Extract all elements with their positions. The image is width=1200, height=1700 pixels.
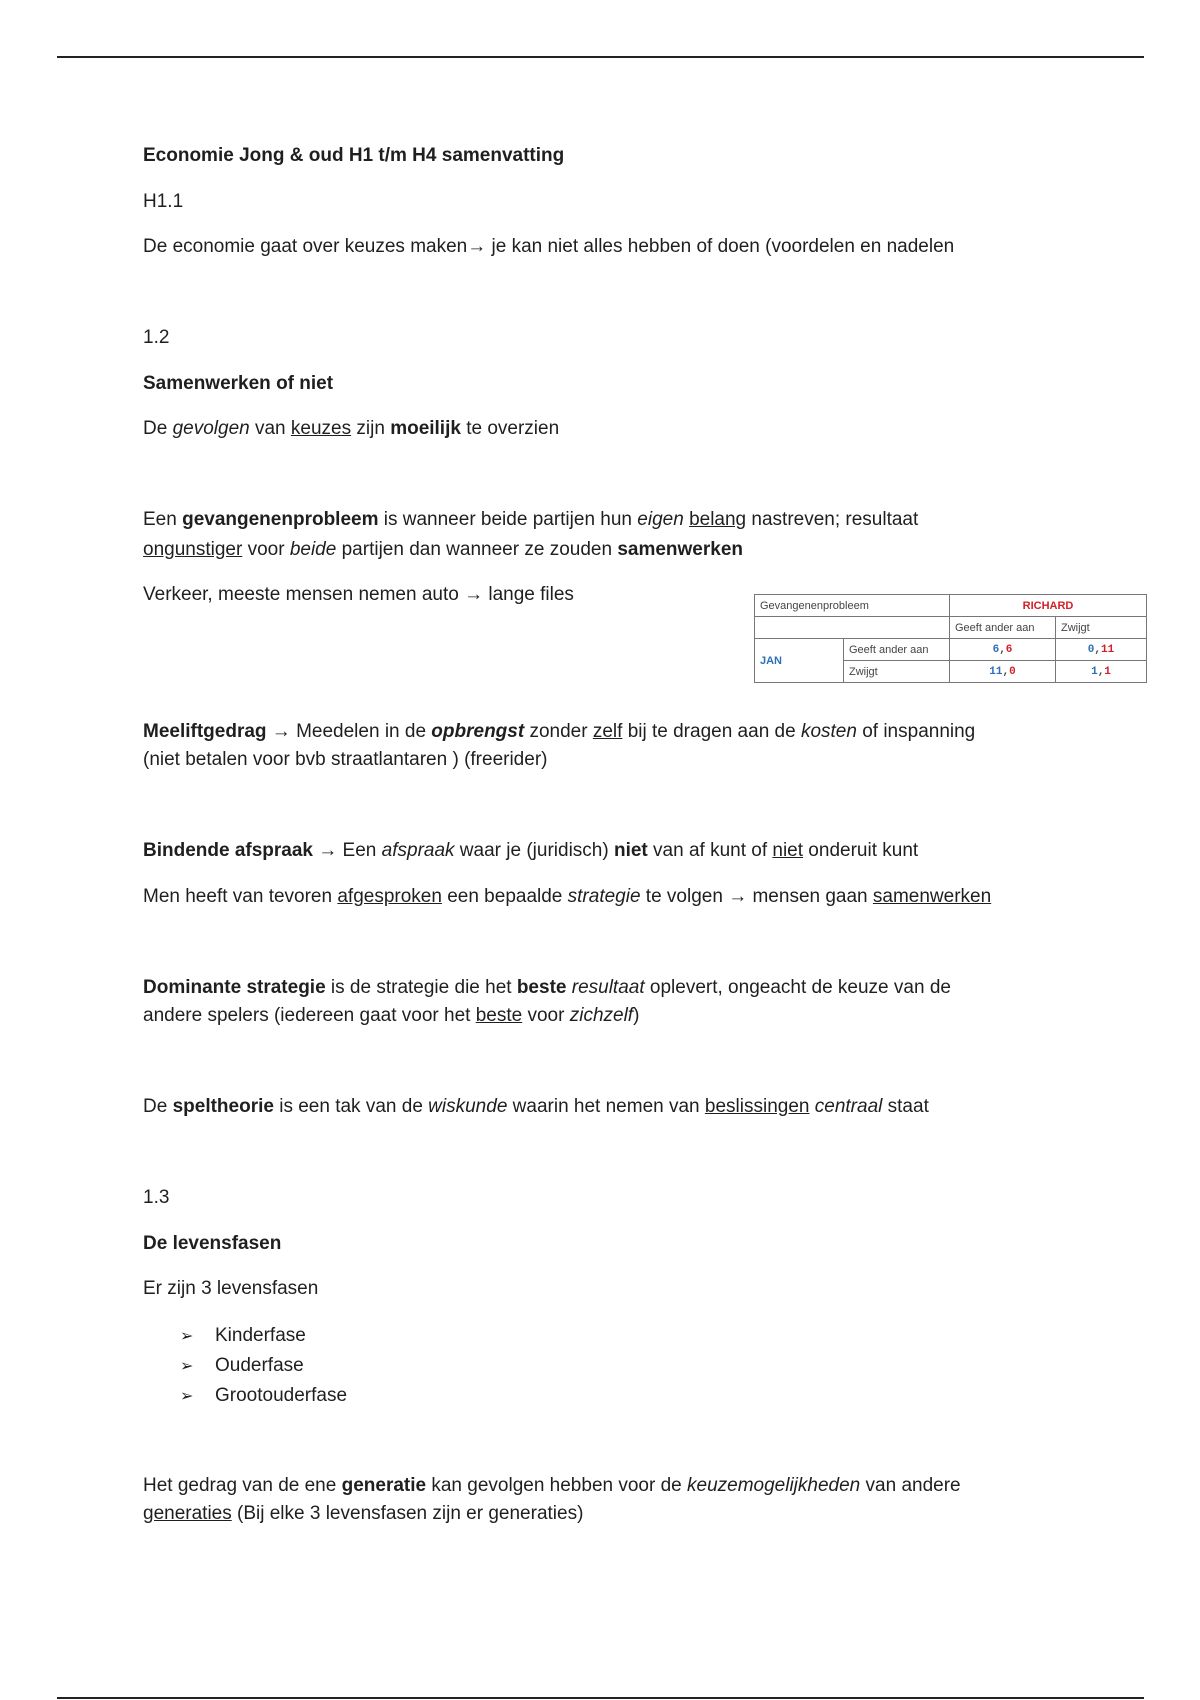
paragraph-gevolgen: De gevolgen van keuzes zijn moeilijk te overzien bbox=[143, 418, 560, 439]
table-player-jan: JAN bbox=[755, 639, 844, 683]
footer-rule bbox=[57, 1697, 1144, 1699]
paragraph-verkeer: Verkeer, meeste mensen nemen auto → lange files bbox=[143, 584, 574, 605]
table-col-header-zwijgt: Zwijgt bbox=[1056, 617, 1147, 639]
bullet-arrow-icon: ➢ bbox=[180, 1358, 194, 1375]
bullet-arrow-icon: ➢ bbox=[180, 1388, 194, 1405]
paragraph-dominante-strategie-line1: Dominante strategie is de strategie die het beste resultaat oplevert, ongeacht de keuze van de bbox=[143, 977, 951, 998]
table-title: Gevangenenprobleem bbox=[755, 595, 950, 617]
paragraph-meeliftgedrag-line2: (niet betalen voor bvb straatlantaren ) (freerider) bbox=[143, 749, 548, 770]
paragraph-generatie-line2: generaties (Bij elke 3 levensfasen zijn er generaties) bbox=[143, 1503, 584, 1524]
heading-samenwerken: Samenwerken of niet bbox=[143, 373, 334, 394]
table-row-header-zwijgt: Zwijgt bbox=[844, 661, 950, 683]
paragraph-economie: De economie gaat over keuzes maken→ je kan niet alles hebben of doen (voordelen en nadelen bbox=[143, 236, 955, 257]
list-item: ➢ Ouderfase bbox=[180, 1351, 347, 1381]
paragraph-gevangenenprobleem-line1: Een gevangenenprobleem is wanneer beide partijen hun eigen belang nastreven; resultaat bbox=[143, 509, 919, 530]
levensfasen-list bbox=[180, 1321, 347, 1411]
paragraph-levensfasen-intro: Er zijn 3 levensfasen bbox=[143, 1278, 319, 1299]
paragraph-speltheorie: De speltheorie is een tak van de wiskunde waarin het nemen van beslissingen centraal staat bbox=[143, 1096, 929, 1117]
table-cell-r1c1: 6,6 bbox=[950, 639, 1056, 661]
heading-levensfasen: De levensfasen bbox=[143, 1233, 282, 1254]
paragraph-generatie-line1: Het gedrag van de ene generatie kan gevolgen hebben voor de keuzemogelijkheden van andere bbox=[143, 1475, 961, 1496]
table-cell-r2c1: 11,0 bbox=[950, 661, 1056, 683]
table-empty-cell bbox=[755, 617, 950, 639]
table-col-header-geeft: Geeft ander aan bbox=[950, 617, 1056, 639]
paragraph-afgesproken: Men heeft van tevoren afgesproken een bepaalde strategie te volgen → mensen gaan samenwerken bbox=[143, 886, 992, 907]
paragraph-dominante-strategie-line2: andere spelers (iedereen gaat voor het beste voor zichzelf) bbox=[143, 1005, 640, 1026]
table-player-richard: RICHARD bbox=[950, 595, 1147, 617]
list-item: ➢ Grootouderfase bbox=[180, 1381, 347, 1411]
section-label-1-2: 1.2 bbox=[143, 327, 170, 348]
table-cell-r2c2: 1,1 bbox=[1056, 661, 1147, 683]
header-rule bbox=[57, 56, 1144, 58]
gevangenenprobleem-table bbox=[754, 594, 1147, 683]
bullet-arrow-icon: ➢ bbox=[180, 1328, 194, 1345]
paragraph-bindende-afspraak: Bindende afspraak → Een afspraak waar je (juridisch) niet van af kunt of niet onderuit kunt bbox=[143, 840, 919, 861]
table-cell-r1c2: 0,11 bbox=[1056, 639, 1147, 661]
list-item: ➢ Kinderfase bbox=[180, 1321, 347, 1351]
section-label-1-3: 1.3 bbox=[143, 1187, 170, 1208]
arrow-icon: → bbox=[467, 236, 487, 257]
section-label-h1-1: H1.1 bbox=[143, 191, 184, 212]
paragraph-meeliftgedrag-line1: Meeliftgedrag → Meedelen in de opbrengst zonder zelf bij te dragen aan de kosten of inspanning bbox=[143, 721, 976, 742]
paragraph-gevangenenprobleem-line2: ongunstiger voor beide partijen dan wanneer ze zouden samenwerken bbox=[143, 539, 743, 560]
table-row-header-geeft: Geeft ander aan bbox=[844, 639, 950, 661]
document-title: Economie Jong & oud H1 t/m H4 samenvatting bbox=[143, 145, 565, 166]
